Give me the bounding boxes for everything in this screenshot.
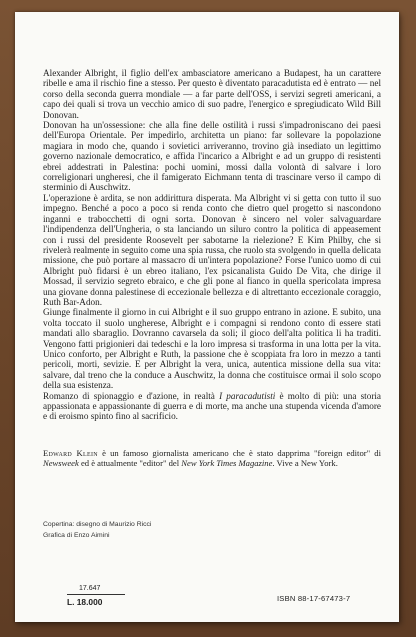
synopsis-p5-start: Romanzo di spionaggio e d'azione, in realtà — [43, 390, 220, 401]
author-note — [43, 448, 381, 468]
book-title: I paracadutisti — [219, 390, 276, 401]
price-box — [67, 584, 125, 607]
magazine-newsweek: Newsweek — [43, 458, 79, 468]
synopsis-text — [43, 68, 381, 422]
back-cover — [15, 12, 399, 622]
author-text-1: è un famoso giornalista americano che è stato dapprima "foreign editor" di — [97, 448, 381, 458]
author-name: Edward Klein — [43, 448, 98, 458]
cover-credit: Copertina: disegno di Maurizio Ricci — [43, 521, 152, 528]
price-code: 17.647 — [79, 585, 101, 592]
synopsis-paragraph-3: L'operazione è ardita, se non addirittura disperata. Ma Albright vi si getta con tutto il suo impegno. Benché a poco a poco si renda conto che dietro quel progetto si nascondono inganni e trabocchetti di ogni sorta. Donovan è sincero nel voler salvaguardare l'indipendenza dell'Ungheria, o sta lanciando un siluro contro la politica di appeasement con i russi del presidente Roosevelt per sabotarne la rielezione? E Kim Philby, che si rivelerà realmente in seguito come una spia russa, che ruolo sta svolgendo in quella delicata missione, che può portare al massacro di un'intera popolazione? Forse l'unico uomo di cui Albright può fidarsi è un ebreo italiano, l'ex psicanalista Guido De Vita, che dirige il Mossad, il servizio segreto ebraico, e che gli pone al fianco in quella spericolata impresa una giovane donna palestinese di eccezionale bellezza e di altrettanto eccezionale coraggio, Ruth Bar-Adon. — [43, 192, 381, 307]
synopsis-paragraph-2: Donovan ha un'ossessione: che alla fine delle ostilità i russi s'impadroniscano dei paesi dell'Europa Orientale. Per impedirlo, architetta un piano: far sollevare la popolazione magiara in modo che, quando i sovietici arriveranno, trovino già insediato un legittimo governo nazionale democratico, e affida l'incarico a Albright e ad un gruppo di resistenti ebrei addestrati in Palestina: pochi uomini, mossi dalla volontà di salvare i loro correligionari ungheresi, che il famigerato Eichmann tenta di trascinare verso il campo di sterminio di Auschwitz. — [43, 120, 381, 193]
synopsis-p5-end: è molto di più: una storia appassionata e appassionante di guerra e di morte, ma anche una stupenda vicenda d'amore e di eroismo spinto fino al sacrificio. — [43, 390, 382, 422]
price-amount: L. 18.000 — [67, 597, 103, 607]
synopsis-paragraph-5 — [43, 391, 381, 422]
magazine-nyt: New York Times Magazine — [181, 458, 273, 468]
isbn-number: ISBN 88-17-67473-7 — [277, 594, 351, 603]
synopsis-paragraph-4: Giunge finalmente il giorno in cui Albright e il suo gruppo entrano in azione. E subito, una volta toccato il suolo ungherese, Albright e i compagni si rendono conto di essere stati mandati allo sbaraglio. Dovranno cavarsela da soli; il gioco dell'alta politica li ha traditi. Vengono fatti prigionieri dai tedeschi e la loro impresa si trasforma in una lotta per la vita. Unico conforto, per Albright e Ruth, la passione che è scoppiata fra loro in mezzo a tanti pericoli, morti, sevizie. E per Albright la vera, unica, autentica missione della sua vita: salvare, dal treno che la conduce a Auschwitz, la donna che costituisce ormai il solo scopo della sua esistenza. — [43, 307, 381, 391]
author-text-2: ed è attualmente "editor" del — [78, 458, 182, 468]
author-text-3: . Vive a New York. — [272, 458, 338, 468]
graphics-credit: Grafica di Enzo Aimini — [43, 531, 110, 539]
synopsis-paragraph-1: Alexander Albright, il figlio dell'ex ambasciatore americano a Budapest, ha un carattere ribelle e ama il rischio fine a stesso. Per questo è diventato paracadutista ed è entrato — nel corso della seconda guerra mondiale — a far parte dell'OSS, i servizi segreti americani, a capo dei quali si trova un vecchio amico di suo padre, l'energico e spregiudicato Wild Bill Donovan. — [43, 68, 381, 120]
price-divider — [67, 594, 125, 595]
credits — [43, 520, 293, 541]
